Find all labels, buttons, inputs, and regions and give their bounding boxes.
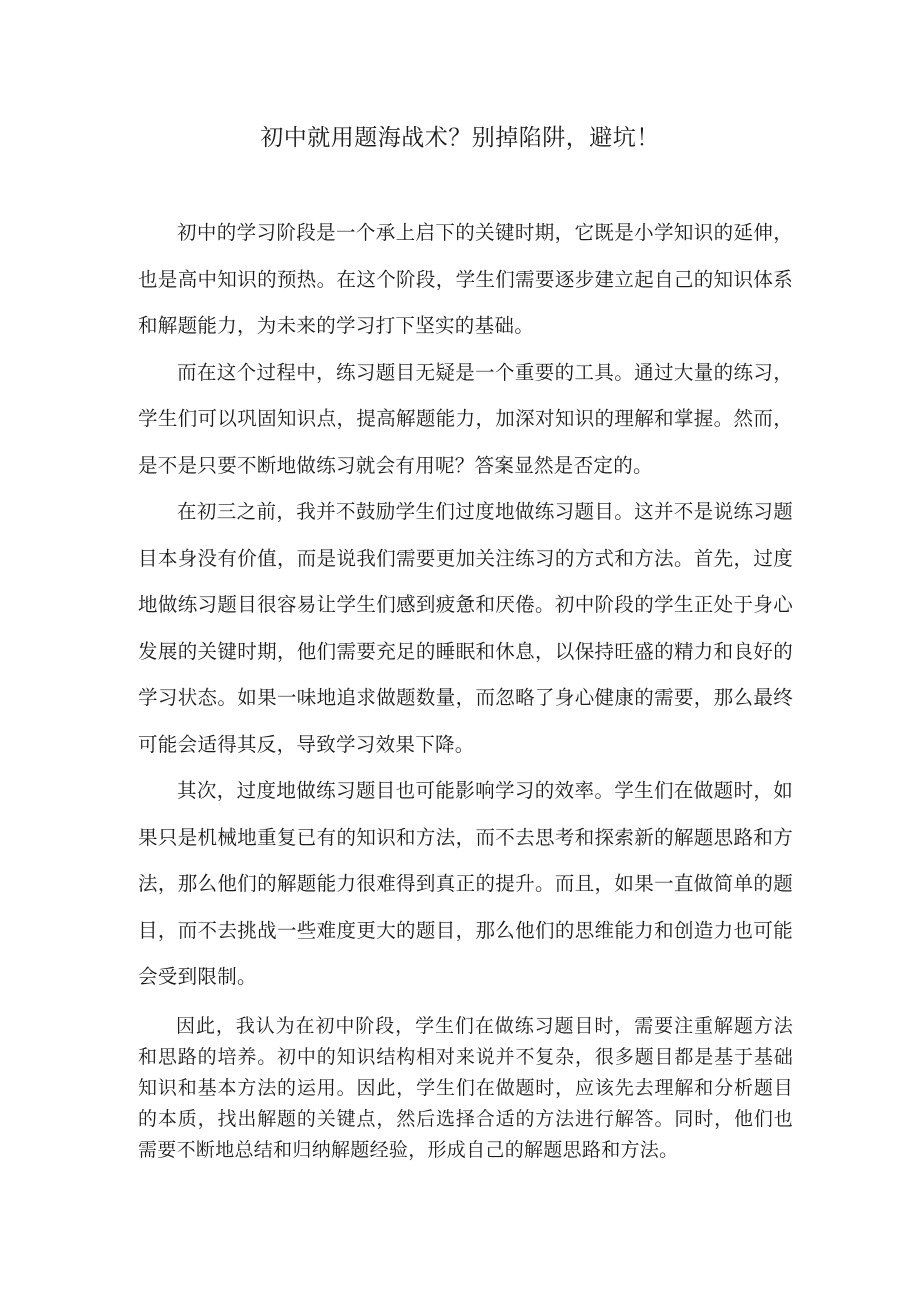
- paragraph-2: 而在这个过程中，练习题目无疑是一个重要的工具。通过大量的练习，学生们可以巩固知识点，提高解题能力，加深对知识的理解和掌握。然而，是不是只要不断地做练习就会有用呢？答案显然是否定的。: [138, 360, 793, 477]
- paragraph-4: 其次，过度地做练习题目也可能影响学习的效率。学生们在做题时，如果只是机械地重复已有的知识和方法，而不去思考和探索新的解题思路和方法，那么他们的解题能力很难得到真正的提升。而且，如果一直做简单的题目，而不去挑战一些难度更大的题目，那么他们的思维能力和创造力也可能会受到限制。: [138, 779, 793, 988]
- paragraph-3: 在初三之前，我并不鼓励学生们过度地做练习题目。这并不是说练习题目本身没有价值，而是说我们需要更加关注练习的方式和方法。首先，过度地做练习题目很容易让学生们感到疲惫和厌倦。初中阶段的学生正处于身心发展的关键时期，他们需要充足的睡眠和休息，以保持旺盛的精力和良好的学习状态。如果一味地追求做题数量，而忽略了身心健康的需要，那么最终可能会适得其反，导致学习效果下降。: [138, 500, 793, 756]
- paragraph-1: 初中的学习阶段是一个承上启下的关键时期，它既是小学知识的延伸，也是高中知识的预热。在这个阶段，学生们需要逐步建立起自己的知识体系和解题能力，为未来的学习打下坚实的基础。: [138, 221, 793, 337]
- document-title: 初中就用题海战术？别掉陷阱，避坑！: [260, 125, 660, 151]
- document-body: [138, 210, 793, 1001]
- paragraph-5: 因此，我认为在初中阶段，学生们在做练习题目时，需要注重解题方法和思路的培养。初中的知识结构相对来说并不复杂，很多题目都是基于基础知识和基本方法的运用。因此，学生们在做题时，应该先去理解和分析题目的本质，找出解题的关键点，然后选择合适的方法进行解答。同时，他们也需要不断地总结和归纳解题经验，形成自己的解题思路和方法。: [138, 1015, 793, 1161]
